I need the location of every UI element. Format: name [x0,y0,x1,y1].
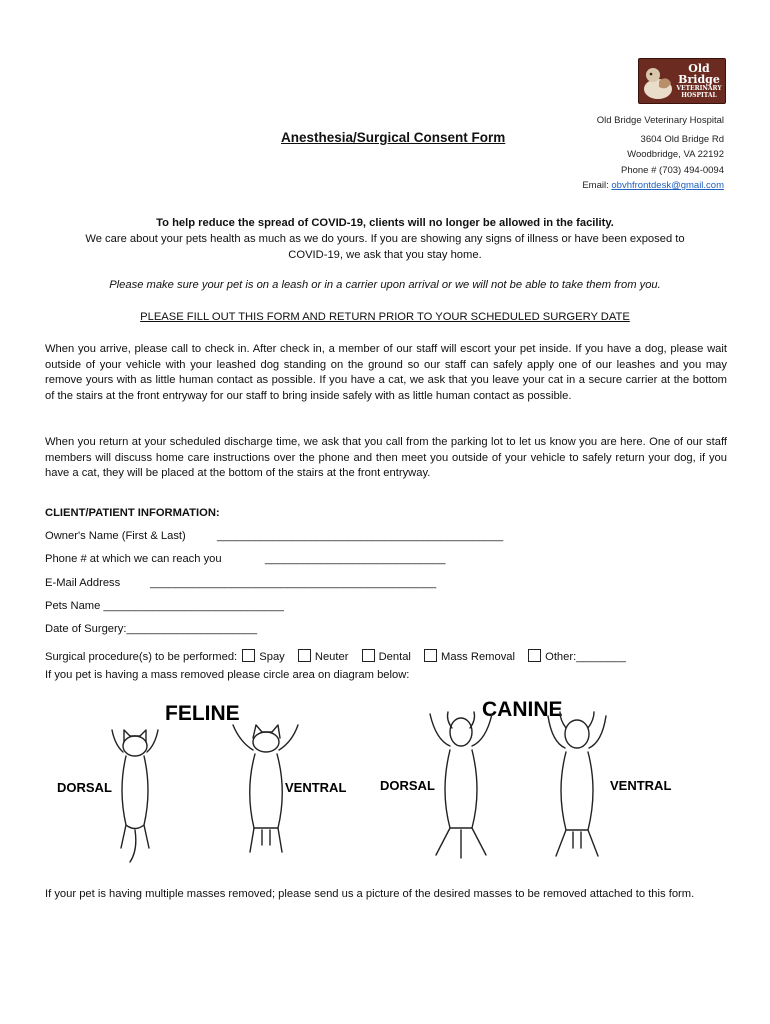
pet-logo-icon [641,63,675,101]
email-field[interactable]: ______________________________________________ [150,577,437,589]
email-link[interactable]: obvhfrontdesk@gmail.com [611,180,724,191]
dental-label: Dental [378,651,411,663]
fill-notice: PLEASE FILL OUT THIS FORM AND RETURN PRIOR TO YOUR SCHEDULED SURGERY DATE [140,311,630,323]
feline-dorsal-label: DORSAL [57,780,112,795]
owner-label: Owner's Name (First & Last) [45,530,186,542]
canine-dorsal-figure[interactable] [430,712,492,858]
procedures-row [45,649,626,663]
feline-dorsal-figure[interactable] [112,730,158,862]
pets-name-field[interactable]: Pets Name _____________________________ [45,600,284,612]
phone-field[interactable]: _____________________________ [265,553,446,565]
logo-line1: Old Bridge [678,62,720,86]
logo-line2: VETERINARY [676,85,722,92]
neuter-checkbox[interactable] [298,649,311,662]
feline-ventral-label: VENTRAL [285,780,347,795]
footer-note: If your pet is having multiple masses removed; please send us a picture of the desired masses to be removed attached to this form. [45,888,695,900]
phone-label: Phone # at which we can reach you [45,553,222,565]
other-label[interactable]: Other:________ [545,651,626,663]
client-info-heading: CLIENT/PATIENT INFORMATION: [45,507,220,519]
hospital-email-line [582,178,724,194]
hospital-logo [638,58,726,104]
covid-headline: To help reduce the spread of COVID-19, clients will no longer be allowed in the facility. [156,217,614,229]
arrival-paragraph: When you arrive, please call to check in. After check in, a member of our staff will escort your pet inside. If you have a dog, please wait outside of your vehicle with your leashed dog standing on the ground so our staff can safely apply one of our leashes and you may remove yours with as little human contact as possible. If you have a cat, we ask that you leave your cat in a secure carrier at the bottom of the stairs at the front entryway for our staff to bring inside safely with as little human contact as possible. [45,343,727,402]
covid-line2: We care about your pets health as much as we do yours. If you are showing any signs of illness or have been exposed to [85,233,685,245]
covid-line3: COVID-19, we ask that you stay home. [288,249,482,261]
hospital-address [582,113,724,194]
email-label: Email: [582,180,612,191]
surgery-date-field[interactable]: Date of Surgery:_____________________ [45,623,258,635]
owner-name-field[interactable]: ______________________________________________ [217,530,504,542]
feline-title: FELINE [165,702,240,725]
canine-ventral-figure[interactable] [548,712,606,856]
form-title: Anesthesia/Surgical Consent Form [281,130,506,145]
other-checkbox[interactable] [528,649,541,662]
spay-label: Spay [259,651,285,663]
leash-note: Please make sure your pet is on a leash or in a carrier upon arrival or we will not be able to take them from you. [109,279,661,291]
logo-line3: HOSPITAL [681,92,717,99]
hospital-name: Old Bridge Veterinary Hospital [596,115,724,126]
discharge-paragraph: When you return at your scheduled discharge time, we ask that you call from the parking lot to let us know you are here. One of our staff members will discuss home care instructions over the phone and then meet you outside of your vehicle to safely return your dog, if you have a cat, they will be placed at the bottom of the stairs at the front entryway. [45,436,727,479]
neuter-label: Neuter [314,651,349,663]
mass-removal-checkbox[interactable] [424,649,437,662]
mass-note: If you pet is having a mass removed please circle area on diagram below: [45,669,410,681]
mass-removal-label: Mass Removal [441,651,516,663]
hospital-city: Woodbridge, VA 22192 [627,149,724,160]
canine-dorsal-label: DORSAL [380,778,435,793]
spay-checkbox[interactable] [242,649,255,662]
procedures-label: Surgical procedure(s) to be performed: [45,651,238,663]
canine-ventral-label: VENTRAL [610,778,672,793]
canine-title: CANINE [482,698,563,721]
dental-checkbox[interactable] [362,649,375,662]
mass-location-diagram[interactable] [0,690,770,875]
hospital-phone: Phone # (703) 494-0094 [621,164,724,176]
hospital-street: 3604 Old Bridge Rd [640,133,724,145]
email-field-label: E-Mail Address [45,577,121,589]
